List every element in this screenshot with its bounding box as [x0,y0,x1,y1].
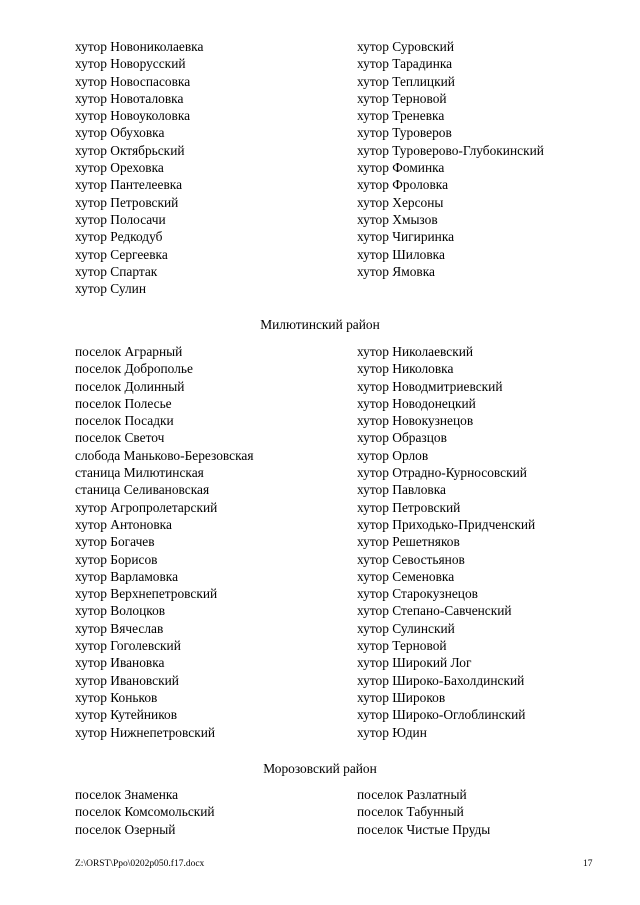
place-entry: хутор Новоуколовка [75,108,191,124]
place-entry: хутор Ямовка [357,263,435,279]
place-entry: поселок Озерный [75,821,176,837]
place-entry: хутор Вячеслав [75,620,164,636]
place-entry: хутор Решетняков [357,534,460,550]
place-entry: хутор Николовка [357,361,454,377]
section3-left-column [75,786,215,838]
place-entry: хутор Верхнепетровский [75,586,218,602]
place-entry: хутор Николаевский [357,344,474,359]
place-entry: слобода Маньково-Березовская [75,447,254,463]
place-entry: хутор Широко-Оглоблинский [357,707,526,723]
place-entry: хутор Новодмитриевский [357,378,503,394]
place-entry: хутор Ивановский [75,672,179,688]
place-entry: поселок Доброполье [75,361,193,377]
place-entry: поселок Комсомольский [75,804,215,820]
place-entry: хутор Приходько-Придченский [357,516,536,532]
place-entry: хутор Волоцков [75,603,166,619]
place-entry: хутор Петровский [75,194,179,210]
section3-right-column [357,786,490,838]
place-entry: хутор Нижнепетровский [75,724,216,740]
place-entry: хутор Новониколаевка [75,39,204,54]
place-entry: хутор Теплицкий [357,73,455,89]
section1-left-column [75,38,203,297]
place-entry: хутор Коньков [75,689,158,705]
place-entry: хутор Старокузнецов [357,586,478,602]
place-entry: хутор Юдин [357,724,427,740]
place-entry: хутор Орлов [357,447,429,463]
place-entry: поселок Аграрный [75,344,183,359]
place-entry: хутор Широко-Бахолдинский [357,672,525,688]
place-entry: хутор Агропролетарский [75,499,218,515]
place-entry: хутор Новоталовка [75,90,184,106]
place-entry: хутор Херсоны [357,194,444,210]
place-entry: хутор Сергеевка [75,246,168,262]
place-entry: хутор Полосачи [75,211,166,227]
place-entry: хутор Туроверово-Глубокинский [357,142,544,158]
place-entry: поселок Разлатный [357,787,467,802]
place-entry: хутор Терновой [357,638,447,654]
place-entry: поселок Светоч [75,430,165,446]
place-entry: хутор Сулинский [357,620,455,636]
place-entry: хутор Широкий Лог [357,655,472,671]
place-entry: хутор Чигиринка [357,229,455,245]
place-entry: хутор Новодонецкий [357,395,476,411]
place-entry: поселок Чистые Пруды [357,821,491,837]
place-entry: хутор Новокузнецов [357,413,474,429]
place-entry: хутор Степано-Савченский [357,603,512,619]
place-entry: хутор Спартак [75,263,158,279]
place-entry: станица Селивановская [75,482,210,498]
place-entry: хутор Петровский [357,499,461,515]
section2-right-column [357,343,535,741]
section1-right-column [357,38,544,280]
section3-heading: Морозовский район [263,761,377,776]
place-entry: хутор Кутейников [75,707,178,723]
place-entry: поселок Знаменка [75,787,179,802]
place-entry: хутор Павловка [357,482,446,498]
place-entry: поселок Полесье [75,395,172,411]
place-entry: хутор Новоспасовка [75,73,191,89]
footer-page-number: 17 [583,859,593,869]
place-entry: хутор Борисов [75,551,158,567]
place-entry: хутор Гоголевский [75,638,181,654]
place-entry: хутор Образцов [357,430,447,446]
place-entry: хутор Широков [357,689,446,705]
place-entry: хутор Антоновка [75,516,172,532]
place-entry: хутор Хмызов [357,211,438,227]
place-entry: хутор Фоминка [357,160,445,176]
place-entry: хутор Туроверов [357,125,452,141]
place-entry: хутор Пантелеевка [75,177,183,193]
place-entry: хутор Богачев [75,534,155,550]
place-entry: станица Милютинская [75,465,204,481]
place-entry: хутор Редкодуб [75,229,163,245]
place-entry: хутор Октябрьский [75,142,185,158]
place-entry: хутор Тарадинка [357,56,453,72]
place-entry: хутор Отрадно-Курносовский [357,465,527,481]
place-entry: хутор Суровский [357,39,455,54]
place-entry: хутор Севостьянов [357,551,465,567]
place-entry: поселок Долинный [75,378,185,394]
place-entry: хутор Треневка [357,108,445,124]
place-entry: поселок Табунный [357,804,464,820]
place-entry: хутор Варламовка [75,568,179,584]
place-entry: хутор Ивановка [75,655,165,671]
footer-file-path: Z:\ORST\Ppo\0202p050.f17.docx [75,859,205,869]
place-entry: хутор Терновой [357,90,447,106]
place-entry: хутор Фроловка [357,177,449,193]
place-entry: поселок Посадки [75,413,174,429]
place-entry: хутор Сулин [75,281,147,297]
place-entry: хутор Новорусский [75,56,186,72]
section2-heading: Милютинский район [260,317,380,332]
place-entry: хутор Шиловка [357,246,445,262]
place-entry: хутор Семеновка [357,568,455,584]
place-entry: хутор Обуховка [75,125,165,141]
section2-left-column [75,343,254,741]
place-entry: хутор Ореховка [75,160,164,176]
